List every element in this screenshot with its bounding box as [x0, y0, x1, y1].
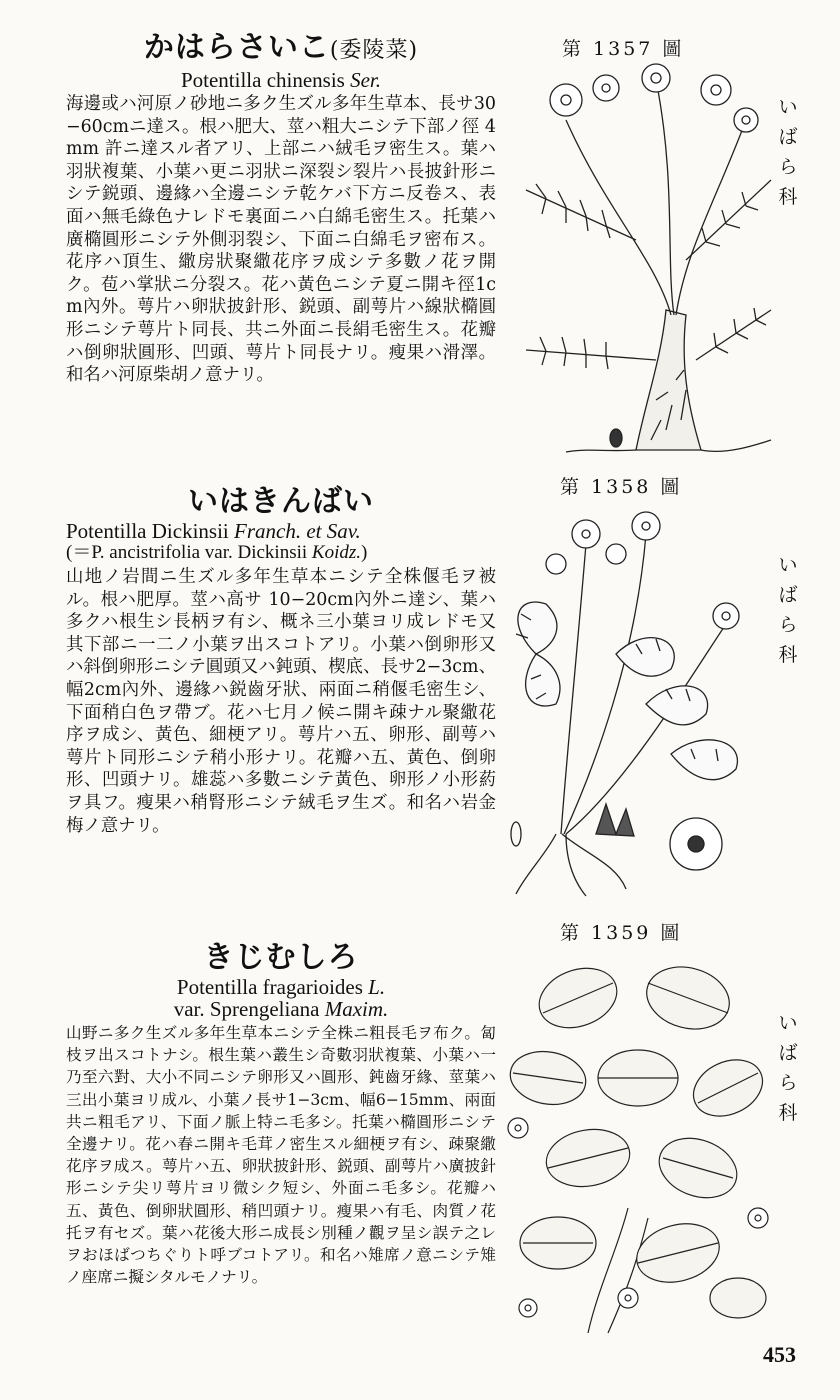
figure-label: 第 1357 圖: [562, 38, 685, 60]
variety-authority: Maxim.: [324, 997, 389, 1021]
authority: Franch. et Sav.: [234, 519, 361, 543]
authority: L.: [368, 975, 386, 999]
japanese-name: きじむしろ: [203, 940, 359, 975]
synonym-name: (＝P. ancistrifolia var. Dickinsii: [66, 542, 308, 563]
page-number: 453: [763, 1342, 796, 1367]
synonym-close: ): [361, 542, 368, 563]
scientific-name: [66, 976, 496, 998]
family-label: いばら科: [778, 96, 798, 208]
entry-1357: [66, 30, 496, 387]
japanese-name-kana: かはらさいこ: [143, 30, 330, 65]
kanji-name: (委陵菜): [329, 38, 419, 63]
binomial: Potentilla chinensis: [180, 68, 345, 92]
plant-illustration-dickinsii: [496, 504, 774, 900]
binomial: Potentilla Dickinsii: [66, 519, 229, 543]
family-label: いばら科: [778, 1012, 798, 1124]
synonym-authority: Koidz.: [311, 542, 362, 563]
description: 山地ノ岩間ニ生ズル多年生草本ニシテ全株偃毛ヲ被ル。根ハ肥厚。莖ハ高サ 10−20cm內外ニ達シ、葉ハ多クハ根生シ長柄ヲ有シ、概ネ三小葉ヨリ成レドモ又其下部ニ一二ノ小葉ヲ出スコトアリ。小葉ハ倒卵形又ハ斜倒卵形ニシテ圓頭又ハ鈍頭、楔底、長サ2−3cm、幅2cm內外、邊緣ハ鋭齒牙狀、兩面ニ稍偃毛密生シ、下面稍白色ヲ帶ブ。花ハ七月ノ候ニ開キ疎ナル聚繖花序ヲ成シ、黃色、細梗アリ。萼片ハ五、卵形、副萼ハ萼片ト同形ニシテ稍小形ナリ。花瓣ハ五、黃色、倒卵形、凹頭ナリ。雄蕊ハ多數ニシテ黃色、卵形ノ小形葯ヲ具フ。瘦果ハ稍腎形ニシテ絨毛ヲ生ズ。和名ハ岩金梅ノ意ナリ。: [66, 567, 496, 836]
description: 海邊或ハ河原ノ砂地ニ多ク生ズル多年生草本、長サ30−60cmニ達ス。根ハ肥大、莖ハ粗大ニシテ下部ノ徑 4mm 許ニ達スル者アリ、上部ニハ絨毛ヲ密生ス。葉ハ羽狀複葉、小葉ハ更ニ羽狀ニ深裂シ裂片ハ長披針形ニシテ鋭頭、邊緣ハ全邊ニシテ乾ケバ下方ニ反卷ス、表面ハ無毛綠色ナレドモ裏面ニハ白綿毛密生ス。托葉ハ廣橢圓形ニシテ外側羽裂シ、下面ニ白綿毛ヲ密布ス。花序ハ頂生、繖房狀聚繖花序ヲ成シテ多數ノ花ヲ開ク。苞ハ掌狀ニ分裂ス。花ハ黃色ニシテ夏ニ開キ徑1cm內外。萼片ハ卵狀披針形、鋭頭、副萼片ハ線狀橢圓形ニシテ萼片ト同長、共ニ外面ニ長絹毛密生ス。花瓣ハ倒卵狀圓形、凹頭、萼片ト同長ナリ。瘦果ハ滑澤。和名ハ河原柴胡ノ意ナリ。: [66, 94, 496, 386]
variety: var. Sprengeliana: [173, 997, 320, 1021]
variety-name: [66, 998, 496, 1020]
japanese-name: いはきんばい: [188, 484, 374, 519]
plant-illustration-fragarioides: [488, 958, 772, 1338]
plant-illustration-chinensis: [486, 60, 776, 460]
figure-label: 第 1358 圖: [560, 476, 683, 498]
family-label: いばら科: [778, 554, 798, 666]
scientific-name: [66, 69, 496, 91]
figure-label: 第 1359 圖: [560, 922, 683, 944]
synonym: [66, 542, 496, 564]
authority: Ser.: [350, 68, 382, 92]
entry-1359: [66, 940, 496, 1288]
japanese-name: [66, 30, 496, 69]
scientific-name: [66, 520, 496, 542]
description: 山野ニ多ク生ズル多年生草本ニシテ全株ニ粗長毛ヲ布ク。匐枝ヲ出スコトナシ。根生葉ハ叢生シ奇數羽狀複葉、小葉ハ一乃至六對、大小不同ニシテ卵形又ハ圓形、鈍齒牙緣、莖葉ハ三出小葉ヨリ成ル、小葉ノ長サ1−3cm、幅6−15mm、兩面共ニ粗毛アリ、下面ノ脈上特ニ毛多シ。托葉ハ橢圓形ニシテ全邊ナリ。花ハ春ニ開キ毛茸ノ密生スル細梗ヲ有シ、疎聚繖花序ヲ成ス。萼片ハ五、卵狀披針形、鋭頭、副萼片ハ廣披針形ニシテ尖リ萼片ヨリ微シク短シ、外面ニ毛多シ。花瓣ハ五、黃色、倒卵狀圓形、稍凹頭ナリ。瘦果ハ有毛、肉質ノ花托ヲ有セズ。葉ハ花後大形ニ成長シ別種ノ觀ヲ呈シ誤テ之レヲおほばつちぐりト呼ブコトアリ。和名ハ雉席ノ意ニシテ雉ノ座席ニ擬シタルモノナリ。: [66, 1024, 496, 1287]
entry-1358: [66, 484, 496, 837]
binomial: Potentilla fragarioides: [176, 975, 363, 999]
